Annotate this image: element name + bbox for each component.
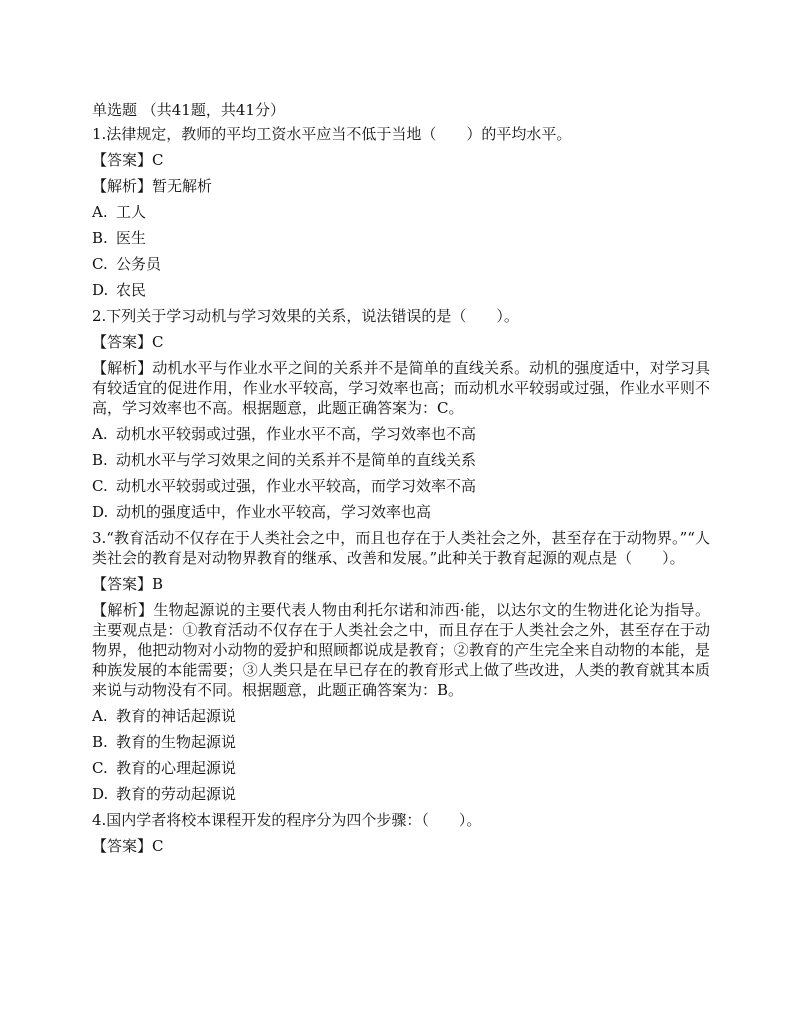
option-text: 动机水平较弱或过强，作业水平较高，而学习效率不高 xyxy=(116,477,477,495)
question-stem: 1.法律规定，教师的平均工资水平应当不低于当地（ ）的平均水平。 xyxy=(92,125,572,143)
option-a xyxy=(92,424,710,444)
option-c xyxy=(92,476,710,496)
option-a xyxy=(92,202,710,222)
option-c xyxy=(92,758,710,778)
option-letter: B. xyxy=(92,451,108,469)
analysis-label: 【解析】 xyxy=(92,359,153,377)
answer-line xyxy=(92,332,710,352)
answer-value: C xyxy=(152,837,164,855)
option-letter: B. xyxy=(92,733,108,751)
answer-value: B xyxy=(152,575,164,593)
analysis-text: 动机水平与作业水平之间的关系并不是简单的直线关系。动机的强度适中，对学习具有较适宜的促进作用，作业水平较高，学习效率也高；而动机水平较弱或过强，作业水平则不高，学习效率也不高。根据题意，此题正确答案为：C。 xyxy=(92,359,710,417)
question-stem: 4.国内学者将校本课程开发的程序分为四个步骤：（ ）。 xyxy=(92,811,482,829)
answer-label: 【答案】 xyxy=(92,151,153,169)
option-d xyxy=(92,784,710,804)
question-2 xyxy=(92,306,710,522)
section-title: 单选题 （共41题，共41分） xyxy=(92,101,285,119)
answer-label: 【答案】 xyxy=(92,837,153,855)
option-letter: D. xyxy=(92,281,109,299)
document-page xyxy=(92,100,710,862)
option-text: 教育的生物起源说 xyxy=(116,733,237,751)
option-letter: C. xyxy=(92,759,108,777)
analysis-line xyxy=(92,600,710,700)
question-3 xyxy=(92,528,710,804)
option-b xyxy=(92,732,710,752)
answer-label: 【答案】 xyxy=(92,575,153,593)
answer-value: C xyxy=(152,333,164,351)
question-1 xyxy=(92,124,710,300)
answer-label: 【答案】 xyxy=(92,333,153,351)
option-d xyxy=(92,280,710,300)
answer-line xyxy=(92,150,710,170)
option-text: 动机水平与学习效果之间的关系并不是简单的直线关系 xyxy=(116,451,477,469)
option-letter: B. xyxy=(92,229,108,247)
option-text: 动机水平较弱或过强，作业水平不高，学习效率也不高 xyxy=(116,425,477,443)
question-stem: 2.下列关于学习动机与学习效果的关系，说法错误的是（ ）。 xyxy=(92,307,519,325)
option-c xyxy=(92,254,710,274)
option-text: 教育的神话起源说 xyxy=(116,707,237,725)
analysis-text: 暂无解析 xyxy=(152,177,213,195)
analysis-line xyxy=(92,176,710,196)
option-letter: A. xyxy=(92,203,108,221)
option-text: 教育的劳动起源说 xyxy=(116,785,237,803)
option-text: 医生 xyxy=(116,229,147,247)
option-text: 公务员 xyxy=(116,255,162,273)
option-letter: A. xyxy=(92,707,108,725)
option-text: 动机的强度适中，作业水平较高，学习效率也高 xyxy=(116,503,432,521)
option-d xyxy=(92,502,710,522)
analysis-line xyxy=(92,358,710,418)
analysis-label: 【解析】 xyxy=(92,601,154,619)
option-b xyxy=(92,450,710,470)
option-text: 教育的心理起源说 xyxy=(116,759,237,777)
option-letter: C. xyxy=(92,255,108,273)
option-a xyxy=(92,706,710,726)
analysis-label: 【解析】 xyxy=(92,177,153,195)
question-4 xyxy=(92,810,710,856)
option-letter: A. xyxy=(92,425,108,443)
option-letter: C. xyxy=(92,477,108,495)
answer-line xyxy=(92,836,710,856)
answer-value: C xyxy=(152,151,164,169)
option-text: 工人 xyxy=(116,203,147,221)
option-b xyxy=(92,228,710,248)
question-stem: 3.“教育活动不仅存在于人类社会之中，而且也存在于人类社会之外，甚至存在于动物界。”“人类社会的教育是对动物界教育的继承、改善和发展。”此种关于教育起源的观点是（ ）。 xyxy=(92,529,710,567)
option-letter: D. xyxy=(92,785,109,803)
option-text: 农民 xyxy=(116,281,147,299)
option-letter: D. xyxy=(92,503,109,521)
analysis-text: 生物起源说的主要代表人物由利托尔诺和沛西·能，以达尔文的生物进化论为指导。主要观点是：①教育活动不仅存在于人类社会之中，而且存在于人类社会之外，甚至存在于动物界，他把动物对小动物的爱护和照顾都说成是教育；②教育的产生完全来自动物的本能，是种族发展的本能需要；③人类只是在早已存在的教育形式上做了些改进，人类的教育就其本质来说与动物没有不同。根据题意，此题正确答案为：B。 xyxy=(92,601,710,699)
answer-line xyxy=(92,574,710,594)
